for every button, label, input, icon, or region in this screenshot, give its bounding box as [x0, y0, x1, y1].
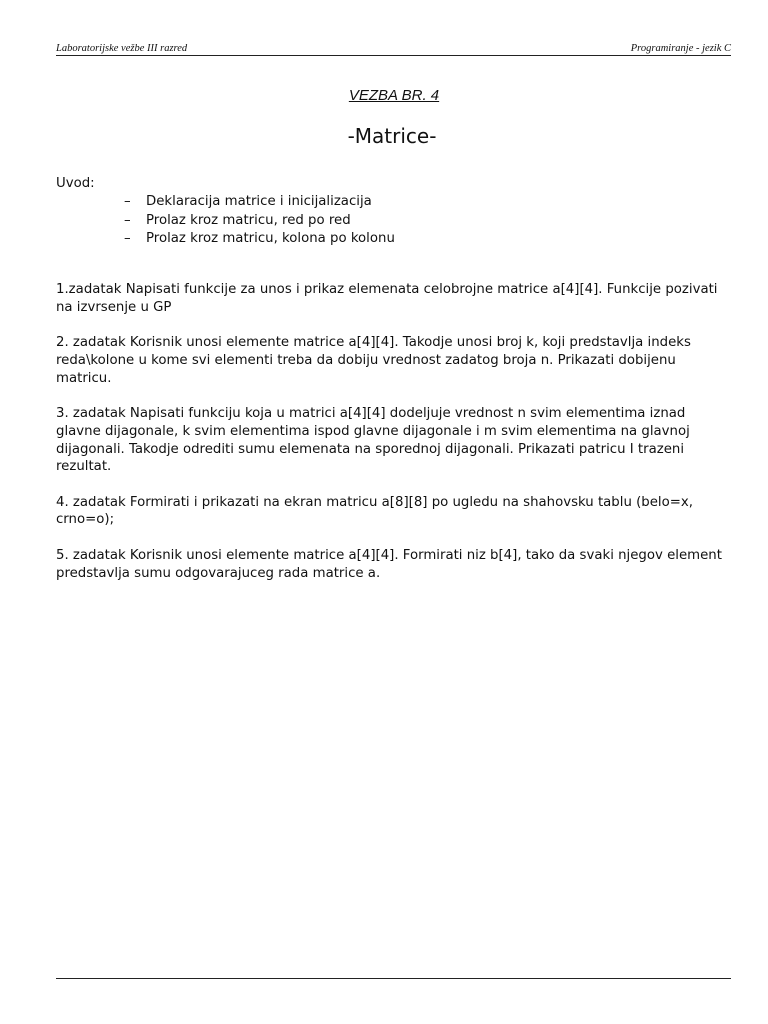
- task-paragraph: 2. zadatak Korisnik unosi elemente matrice a[4][4]. Takodje unosi broj k, koji predstavlja indeks reda\kolone u kome svi elementi treba da dobiju vrednost zadatog broja n. Prikazati dobijenu matricu.: [56, 335, 691, 386]
- page-title: -Matrice-: [347, 124, 437, 148]
- footer-rule: [56, 978, 731, 979]
- list-item: [56, 212, 395, 231]
- intro-section: [56, 175, 395, 249]
- intro-list: [56, 193, 395, 249]
- task-paragraph: 4. zadatak Formirati i prikazati na ekran matricu a[8][8] po ugledu na shahovsku tablu (belo=x, crno=o);: [56, 494, 693, 528]
- task-paragraph: 1.zadatak Napisati funkcije za unos i prikaz elemenata celobrojne matrice a[4][4]. Funkcije pozivati na izvrsenje u GP: [56, 282, 718, 315]
- header-rule: [56, 55, 731, 56]
- page-header: [56, 43, 731, 59]
- list-item-text: Prolaz kroz matricu, red po red: [146, 212, 351, 228]
- dash-bullet: –: [124, 231, 131, 246]
- task-paragraph: 3. zadatak Napisati funkciju koja u matrici a[4][4] dodeljuje vrednost n svim elementima iznad glavne dijagonale, k svim elementima ispod glavne dijagonale i m svim elementima na glavnoj dijagonali. Takodje odrediti sumu elemenata na sporednoj dijagonali. Prikazati patricu I trazeni rezultat.: [56, 405, 690, 475]
- list-item: [56, 193, 395, 212]
- list-item-text: Deklaracija matrice i inicijalizacija: [146, 194, 372, 209]
- tasks-section: [56, 281, 731, 600]
- list-item: [56, 230, 395, 249]
- task-paragraph: 5. zadatak Korisnik unosi elemente matrice a[4][4]. Formirati niz b[4], tako da svaki njegov element predstavlja sumu odgovarajuceg rada matrice a.: [56, 547, 722, 581]
- header-left-text: Laboratorijske vežbe III razred: [56, 43, 190, 54]
- dash-bullet: –: [124, 212, 131, 228]
- list-item-text: Prolaz kroz matricu, kolona po kolonu: [146, 231, 395, 246]
- dash-bullet: –: [124, 194, 131, 209]
- intro-label: Uvod:: [56, 176, 95, 191]
- header-right-text: Programiranje - jezik C: [628, 43, 731, 54]
- exercise-number: VEZBA BR. 4: [348, 87, 440, 104]
